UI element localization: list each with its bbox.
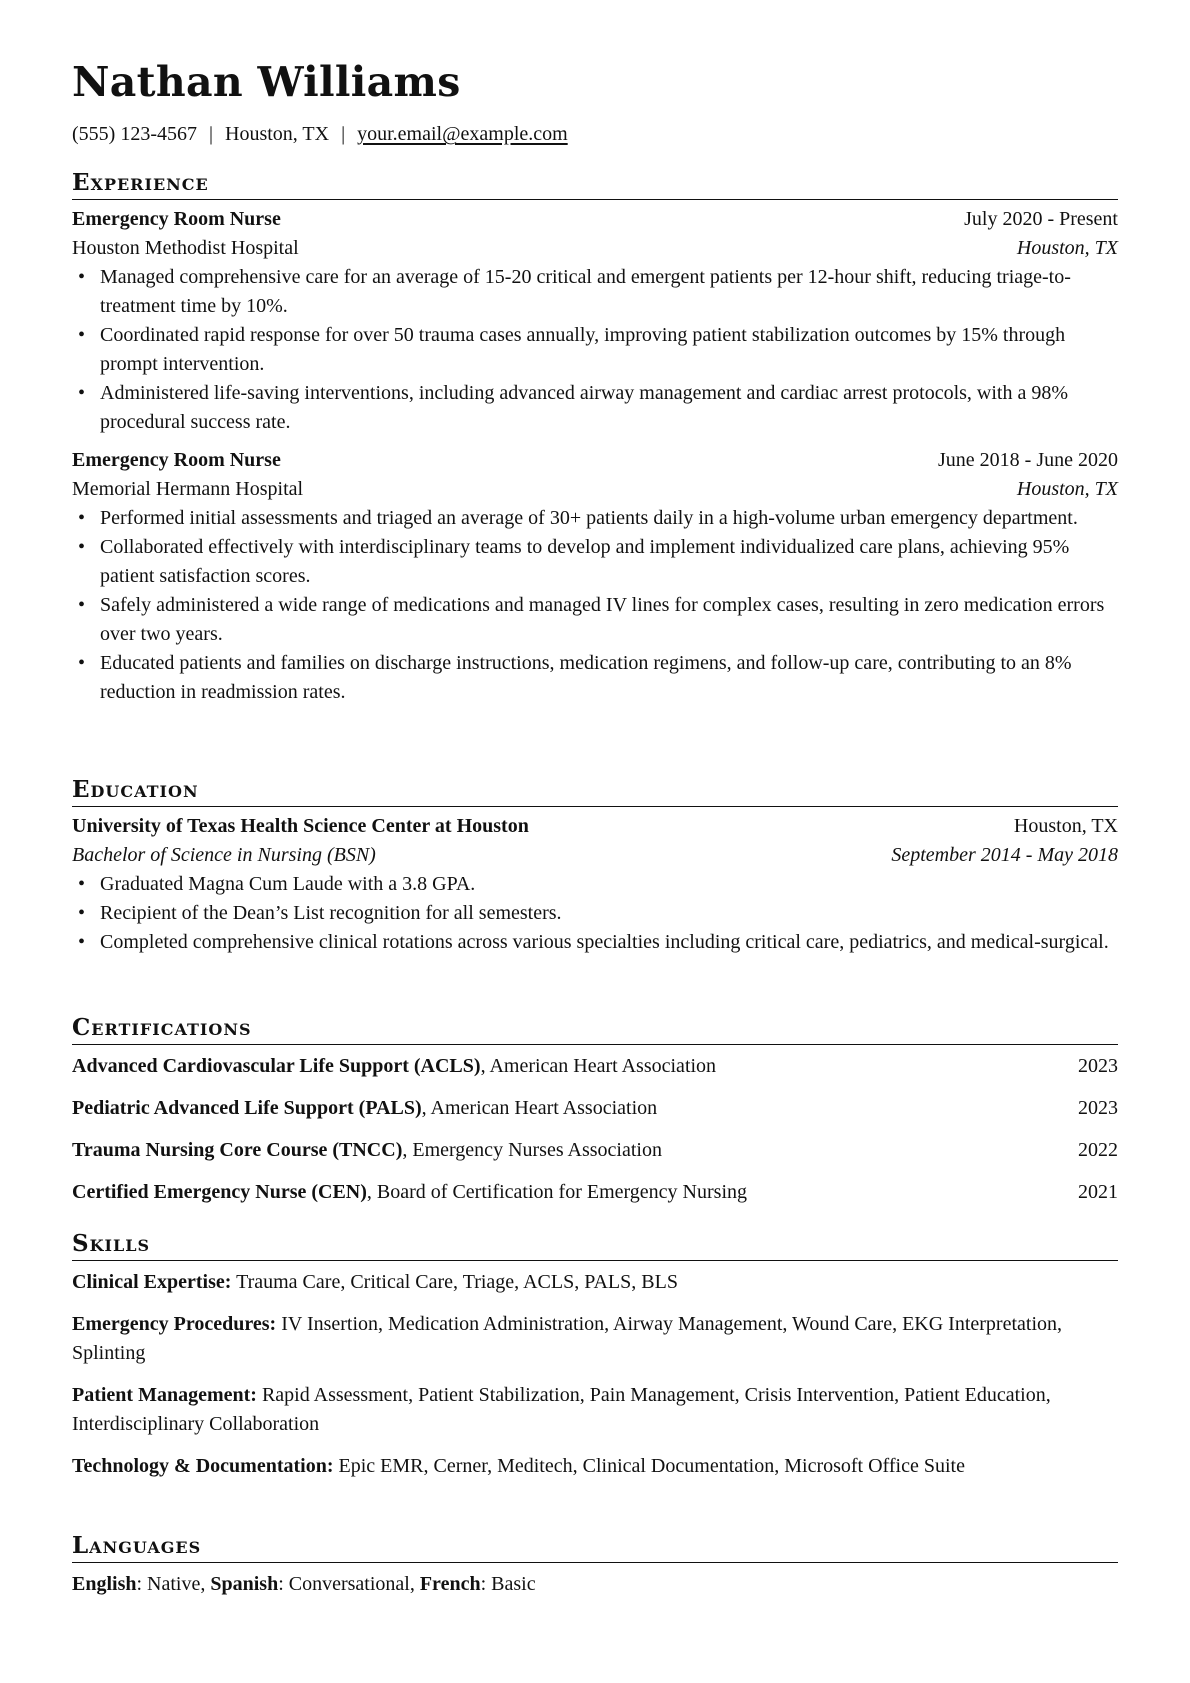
certification-issuer: , Board of Certification for Emergency Nursing	[366, 1181, 747, 1203]
certification-year: 2022	[1078, 1139, 1118, 1161]
language-level: : Conversational,	[278, 1573, 420, 1595]
employer: Memorial Hermann Hospital	[72, 478, 304, 500]
school-name: University of Texas Health Science Center at Houston	[72, 815, 529, 837]
contact-location: Houston, TX	[225, 123, 330, 145]
certification-year: 2023	[1078, 1055, 1118, 1077]
section-heading-certifications: Certifications	[72, 1014, 1118, 1045]
bullet-item: • Collaborated effectively with interdisciplinary teams to develop and implement individualized care plans, achieving 95% patient satisfaction scores.	[72, 533, 1118, 591]
school-location: Houston, TX	[1013, 815, 1118, 837]
job-location: Houston, TX	[1016, 478, 1118, 500]
skill-row	[72, 1452, 1118, 1481]
language-name: Spanish	[210, 1573, 279, 1595]
language-level: : Native,	[136, 1573, 211, 1595]
skill-row	[72, 1381, 1118, 1439]
education-dates: September 2014 - May 2018	[891, 844, 1118, 866]
job-entry	[72, 205, 1118, 437]
job-title: Emergency Room Nurse	[72, 208, 281, 230]
bullet-item: • Completed comprehensive clinical rotations across various specialties including critical care, pediatrics, and medical-surgical.	[72, 928, 1118, 957]
certification-year: 2023	[1078, 1097, 1118, 1119]
certification-item	[72, 1136, 1118, 1165]
bullet-item: • Managed comprehensive care for an average of 15-20 critical and emergent patients per 12-hour shift, reducing triage-to-treatment time by 10%.	[72, 263, 1118, 321]
certification-issuer: , American Heart Association	[480, 1055, 717, 1077]
skill-values: Rapid Assessment, Patient Stabilization, Pain Management, Crisis Intervention, Patient Education, Interdisciplinary Collaboration	[72, 1384, 1051, 1435]
skill-category: Technology & Documentation:	[72, 1455, 334, 1477]
certification-name: Certified Emergency Nurse (CEN)	[72, 1181, 367, 1203]
certification-year: 2021	[1078, 1181, 1118, 1203]
language-name: English	[72, 1573, 137, 1595]
employer: Houston Methodist Hospital	[72, 237, 299, 259]
candidate-name: Nathan Williams	[72, 58, 461, 106]
email-link[interactable]: your.email@example.com	[357, 123, 568, 145]
skill-values: Trauma Care, Critical Care, Triage, ACLS, PALS, BLS	[231, 1271, 678, 1293]
certification-issuer: , American Heart Association	[421, 1097, 658, 1119]
section-heading-skills: Skills	[72, 1230, 1118, 1261]
education-bullets	[72, 870, 1118, 957]
job-title: Emergency Room Nurse	[72, 449, 281, 471]
job-bullets	[72, 263, 1118, 437]
job-entry	[72, 446, 1118, 707]
certification-item	[72, 1178, 1118, 1207]
job-dates: July 2020 - Present	[964, 208, 1118, 230]
language-level: : Basic	[480, 1573, 536, 1595]
degree: Bachelor of Science in Nursing (BSN)	[72, 844, 376, 866]
language-name: French	[419, 1573, 481, 1595]
bullet-item: • Coordinated rapid response for over 50 trauma cases annually, improving patient stabilization outcomes by 15% through prompt intervention.	[72, 321, 1118, 379]
contact-line	[72, 120, 568, 148]
skill-values: IV Insertion, Medication Administration, Airway Management, Wound Care, EKG Interpretation, Splinting	[72, 1313, 1063, 1364]
skill-row	[72, 1268, 1118, 1297]
phone-number: (555) 123-4567	[72, 123, 197, 145]
skill-category: Emergency Procedures:	[72, 1313, 277, 1335]
languages-section	[72, 1532, 1118, 1599]
bullet-item: • Educated patients and families on discharge instructions, medication regimens, and follow-up care, contributing to an 8% reduction in readmission rates.	[72, 649, 1118, 707]
certification-name: Trauma Nursing Core Course (TNCC)	[72, 1139, 403, 1161]
section-heading-experience: Experience	[72, 169, 1118, 200]
bullet-item: • Recipient of the Dean’s List recognition for all semesters.	[72, 899, 1118, 928]
skills-section	[72, 1230, 1118, 1494]
job-bullets	[72, 504, 1118, 707]
skill-values: Epic EMR, Cerner, Meditech, Clinical Documentation, Microsoft Office Suite	[333, 1455, 965, 1477]
education-section	[72, 776, 1118, 957]
separator: |	[341, 123, 346, 145]
separator: |	[208, 123, 213, 145]
bullet-item: • Safely administered a wide range of medications and managed IV lines for complex cases, resulting in zero medication errors over two years.	[72, 591, 1118, 649]
certification-issuer: , Emergency Nurses Association	[402, 1139, 662, 1161]
skill-category: Clinical Expertise:	[72, 1271, 232, 1293]
certification-name: Pediatric Advanced Life Support (PALS)	[72, 1097, 422, 1119]
bullet-item: • Performed initial assessments and triaged an average of 30+ patients daily in a high-volume urban emergency department.	[72, 504, 1118, 533]
skill-row	[72, 1310, 1118, 1368]
certification-item	[72, 1094, 1118, 1123]
job-dates: June 2018 - June 2020	[938, 449, 1118, 471]
bullet-item: • Administered life-saving interventions, including advanced airway management and cardiac arrest protocols, with a 98% procedural success rate.	[72, 379, 1118, 437]
section-heading-education: Education	[72, 776, 1118, 807]
languages-line	[72, 1570, 1118, 1599]
bullet-item: • Graduated Magna Cum Laude with a 3.8 GPA.	[72, 870, 1118, 899]
certification-name: Advanced Cardiovascular Life Support (ACLS)	[72, 1055, 481, 1077]
certification-item	[72, 1052, 1118, 1081]
section-heading-languages: Languages	[72, 1532, 1118, 1563]
certifications-section	[72, 1014, 1118, 1220]
job-location: Houston, TX	[1016, 237, 1118, 259]
skill-category: Patient Management:	[72, 1384, 257, 1406]
experience-section	[72, 169, 1118, 716]
